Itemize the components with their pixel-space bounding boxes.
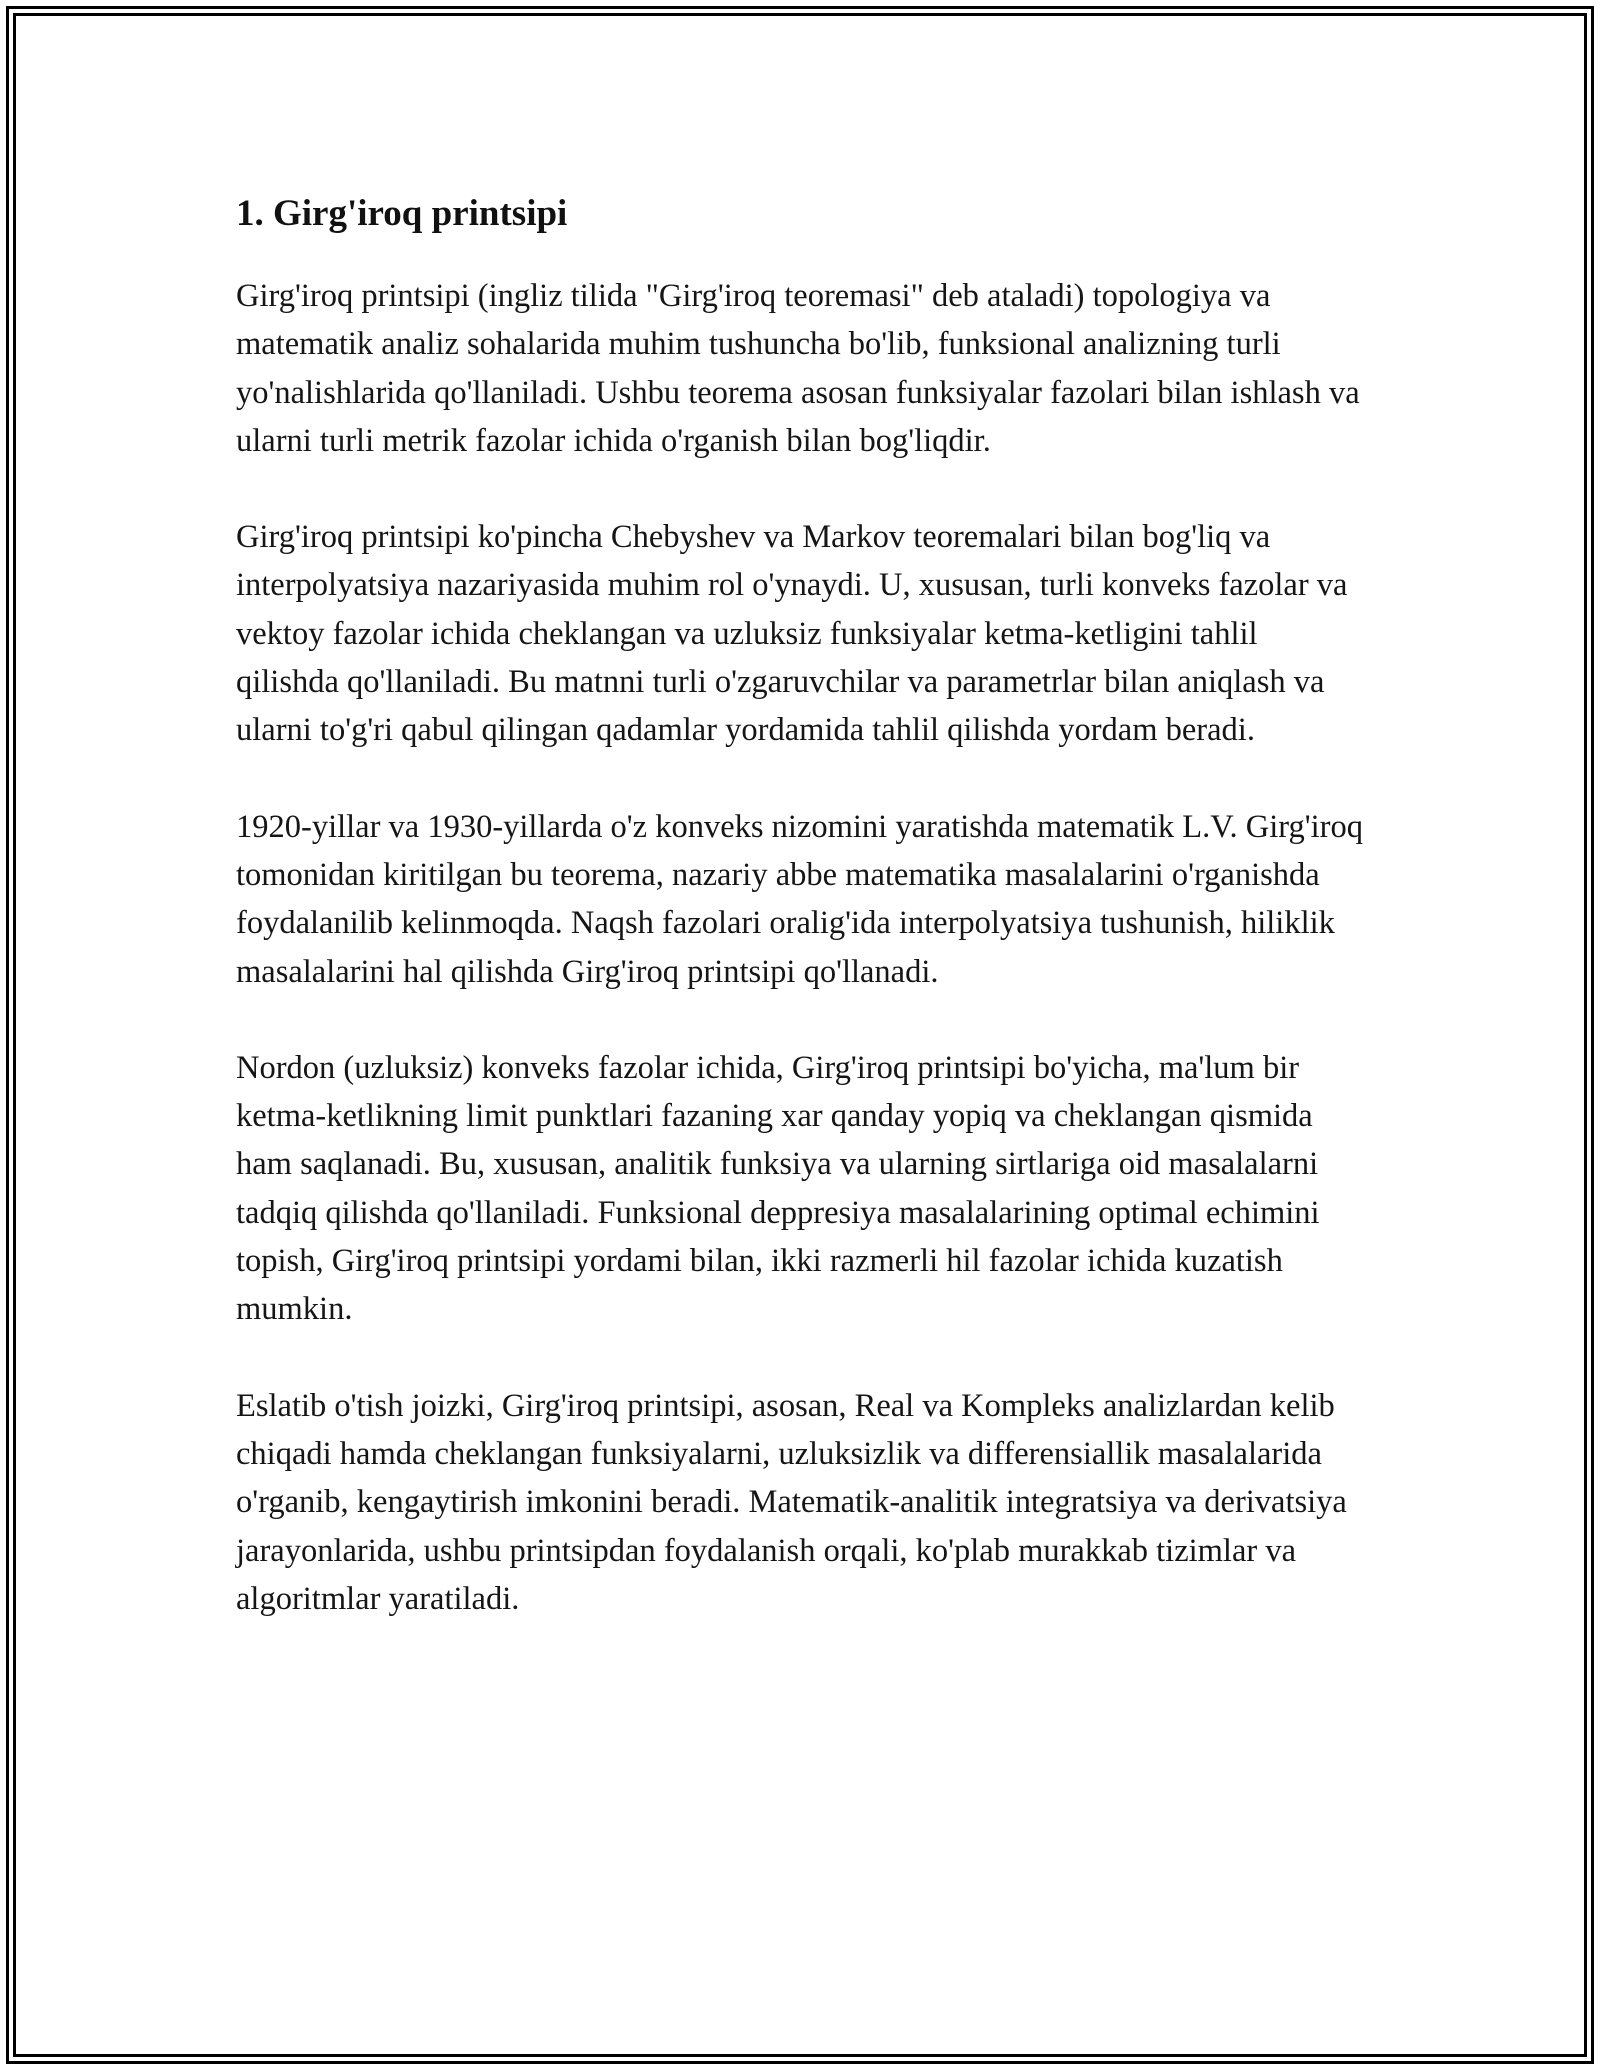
section-heading: 1. Girg'iroq printsipi — [236, 193, 568, 234]
document-body — [236, 190, 1366, 1671]
paragraph-4: Nordon (uzluksiz) konveks fazolar ichida, Girg'iroq printsipi bo'yicha, ma'lum bir ketma-ketlikning limit punktlari fazaning xar qanday yopiq va cheklangan qismida ham saqlanadi. Bu, xususan, analitik funksiya va ularning sirtlariga oid masalalarni tadqiq qilishda qo'llaniladi. Funksional deppresiya masalalarining optimal echimini topish, Girg'iroq printsipi yordami bilan, ikki razmerli hil fazolar ichida kuzatish mumkin. — [236, 1049, 1320, 1328]
paragraph-2: Girg'iroq printsipi ko'pincha Chebyshev va Markov teoremalari bilan bog'liq va interpolyatsiya nazariyasida muhim rol o'ynaydi. U, xususan, turli konveks fazolar va vektoy fazolar ichida cheklangan va uzluksiz funksiyalar ketma-ketligini tahlil qilishda qo'llaniladi. Bu matnni turli o'zgaruvchilar va parametrlar bilan aniqlash va ularni to'g'ri qabul qilingan qadamlar yordamida tahlil qilishda yordam beradi. — [236, 519, 1348, 749]
paragraph-3: 1920-yillar va 1930-yillarda o'z konveks nizomini yaratishda matematik L.V. Girg'iroq tomonidan kiritilgan bu teorema, nazariy abbe matematika masalalarini o'rganishda foydalanilib kelinmoqda. Naqsh fazolari oralig'ida interpolyatsiya tushunish, hiliklik masalalarini hal qilishda Girg'iroq printsipi qo'llanadi. — [236, 808, 1363, 990]
paragraph-5: Eslatib o'tish joizki, Girg'iroq printsipi, asosan, Real va Kompleks analizlardan kelib chiqadi hamda cheklangan funksiyalarni, uzluksizlik va differensiallik masalalarida o'rganib, kengaytirish imkonini beradi. Matematik-analitik integratsiya va derivatsiya jarayonlarida, ushbu printsipdan foydalanish orqali, ko'plab murakkab tizimlar va algoritmlar yaratiladi. — [236, 1387, 1347, 1617]
paragraph-1: Girg'iroq printsipi (ingliz tilida "Girg'iroq teoremasi" deb ataladi) topologiya va matematik analiz sohalarida muhim tushuncha bo'lib, funksional analizning turli yo'nalishlarida qo'llaniladi. Ushbu teorema asosan funksiyalar fazolari bilan ishlash va ularni turli metrik fazolar ichida o'rganish bilan bog'liqdir. — [236, 278, 1360, 459]
